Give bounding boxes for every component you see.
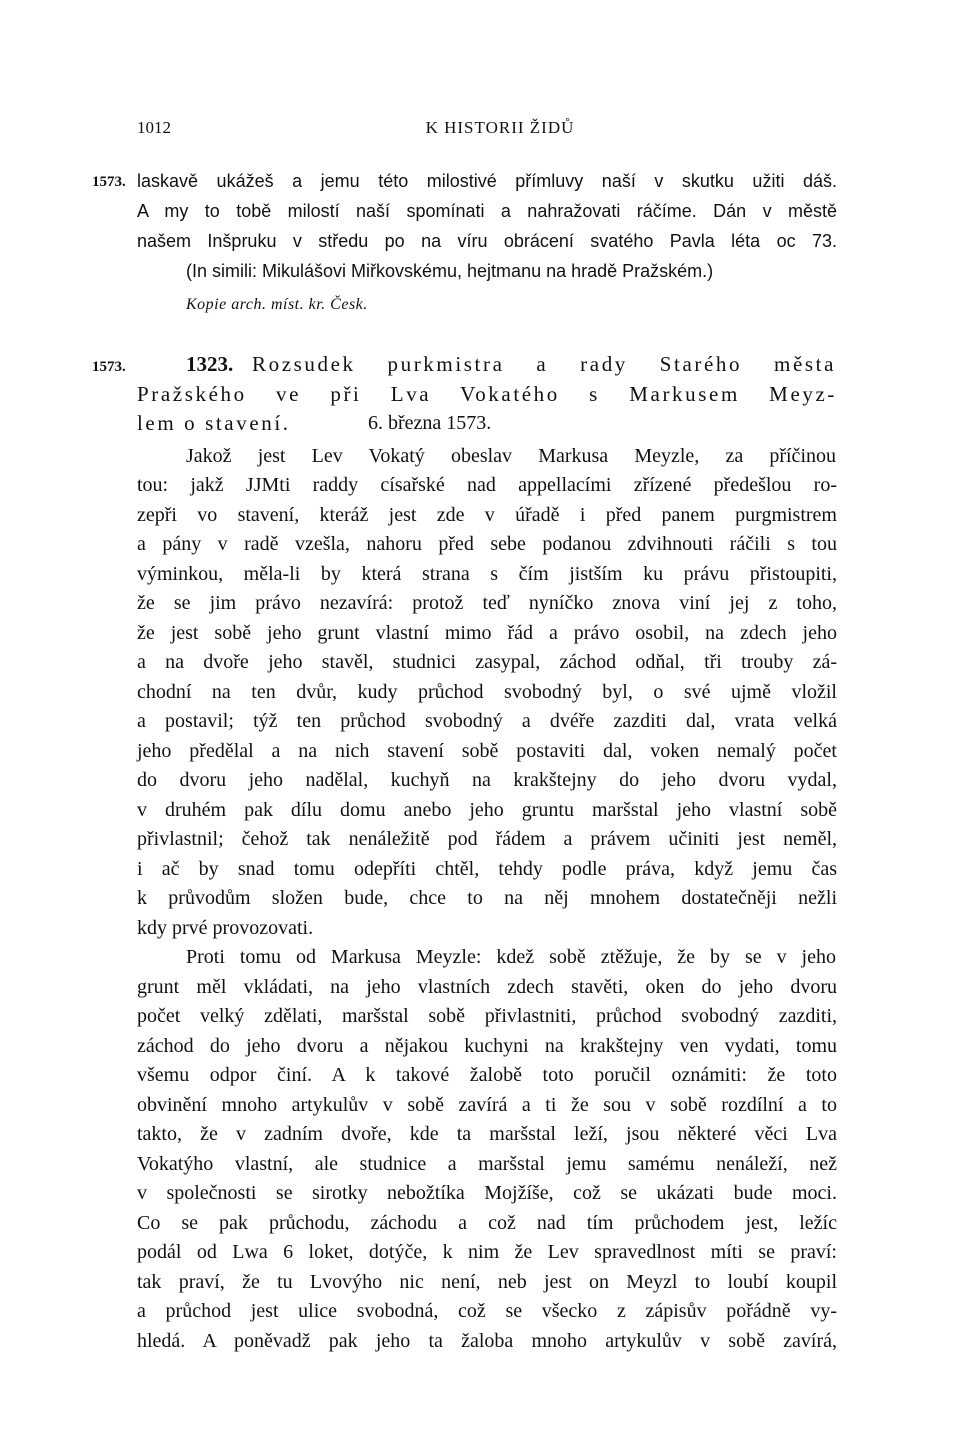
margin-year: 1573. — [92, 174, 126, 190]
text-line: záchod do jeho dvoru a nějakou kuchyni na krakštejny ven vydati, tomu — [137, 1035, 837, 1057]
text-line: počet velký zdělati, maršstal sobě přivlastniti, průchod svobodný zazditi, — [137, 1005, 837, 1027]
text-line: a postavil; týž ten průchod svobodný a dvéře zazditi dal, vrata velká — [137, 710, 837, 732]
text-line: laskavě ukážeš a jemu této milostivé přímluvy naší v skutku užiti dáš. — [137, 171, 837, 191]
text-line: takto, že v zadním dvoře, kde ta maršstal leží, jsou některé věci Lva — [137, 1123, 837, 1145]
text-line: přivlastnil; čehož tak nenáležitě pod řádem a právem učiniti jest neměl, — [137, 828, 837, 850]
text-line: obvinění mnoho artykulův v sobě zavírá a ti že sou v sobě rozdílní a to — [137, 1094, 837, 1116]
text-line: zepři vo stavení, kteráž jest zde v úřadě i před panem purgmistrem — [137, 504, 837, 526]
document-number: 1323. — [186, 352, 234, 376]
text-line: i ač by snad tomu odepříti chtěl, tehdy podle práva, když jemu čas — [137, 858, 837, 880]
text-line: Vokatýho vlastní, ale studnice a maršstal jemu samému nenáleží, než — [137, 1153, 837, 1175]
text-line: tak praví, že tu Lvovýho nic není, neb jest on Meyzl to loubí koupil — [137, 1271, 837, 1293]
text-line: všemu odpor činí. A k takové žalobě toto poručil oznámiti: že toto — [137, 1064, 837, 1086]
document-title-line: Pražského ve při Lva Vokatého s Markusem Meyz- — [137, 382, 837, 406]
text-line: chodní na ten dvůr, kudy průchod svobodný byl, o své ujmě vložil — [137, 681, 837, 703]
text-line: jeho předělal a na nich stavení sobě postaviti dal, voken nemalý počet — [137, 740, 837, 762]
text-line: v společnosti se sirotky nebožtíka Mojžíše, což se ukázati bude moci. — [137, 1182, 837, 1204]
text-line: hledá. A poněvadž pak jeho ta žaloba mnoho artykulův v sobě zavírá, — [137, 1330, 837, 1352]
text-line: (In simili: Mikulášovi Miřkovskému, hejtmanu na hradě Pražském.) — [186, 261, 714, 281]
text-line: grunt měl vkládati, na jeho vlastních zdech stavěti, oken do jeho dvoru — [137, 976, 837, 998]
running-title: K HISTORII ŽIDŮ — [425, 118, 575, 137]
text-line: do dvoru jeho nadělal, kuchyň na krakštejny do jeho dvoru vydal, — [137, 769, 837, 791]
document-title-line: lem o stavení. — [137, 411, 291, 435]
text-line: tou: jakž JJMti raddy císařské nad appellacími zřízené předešlou ro- — [137, 474, 837, 496]
document-date: 6. března 1573. — [368, 412, 492, 434]
text-line: našem Inšpruku v středu po na víru obrácení svatého Pavla léta oc 73. — [137, 231, 837, 251]
source-note: Kopie arch. míst. kr. Česk. — [186, 296, 368, 313]
text-line: k průvodům složen bude, chce to na něj mnohem dostatečněji nežli — [137, 887, 837, 909]
text-line: Co se pak průchodu, záchodu a což nad tím průchodem jest, ležíc — [137, 1212, 837, 1234]
text-line: A my to tobě milostí naší spomínati a nahražovati ráčíme. Dán v městě — [137, 201, 837, 221]
page-number: 1012 — [137, 118, 171, 137]
text-line: kdy prvé provozovati. — [137, 917, 314, 939]
text-line: Jakož jest Lev Vokatý obeslav Markusa Meyzle, za příčinou — [186, 445, 836, 467]
text-line: výminkou, měla-li by která strana s čím jistším ku právu přistoupiti, — [137, 563, 837, 585]
text-line: Proti tomu od Markusa Meyzle: kdež sobě ztěžuje, že by se v jeho — [186, 946, 836, 968]
margin-year: 1573. — [92, 359, 126, 375]
text-line: že jest sobě jeho grunt vlastní mimo řád a právo osobil, na zdech jeho — [137, 622, 837, 644]
document-title-line: Rozsudek purkmistra a rady Starého města — [252, 352, 836, 376]
text-line: že se jim právo nezavírá: protož teď nyníčko znova viní jej z toho, — [137, 592, 837, 614]
text-line: v druhém pak dílu domu anebo jeho gruntu maršstal jeho vlastní sobě — [137, 799, 837, 821]
text-line: podál od Lwa 6 loket, dotýče, k nim že Lev spravedlnost míti se praví: — [137, 1241, 837, 1263]
text-line: a průchod jest ulice svobodná, což se všecko z zápisův pořádně vy- — [137, 1300, 837, 1322]
text-line: a pány v radě vzešla, nahoru před sebe podanou zdvihnouti ráčili s tou — [137, 533, 837, 555]
text-line: a na dvoře jeho stavěl, studnici zasypal, záchod odňal, tři trouby zá- — [137, 651, 837, 673]
